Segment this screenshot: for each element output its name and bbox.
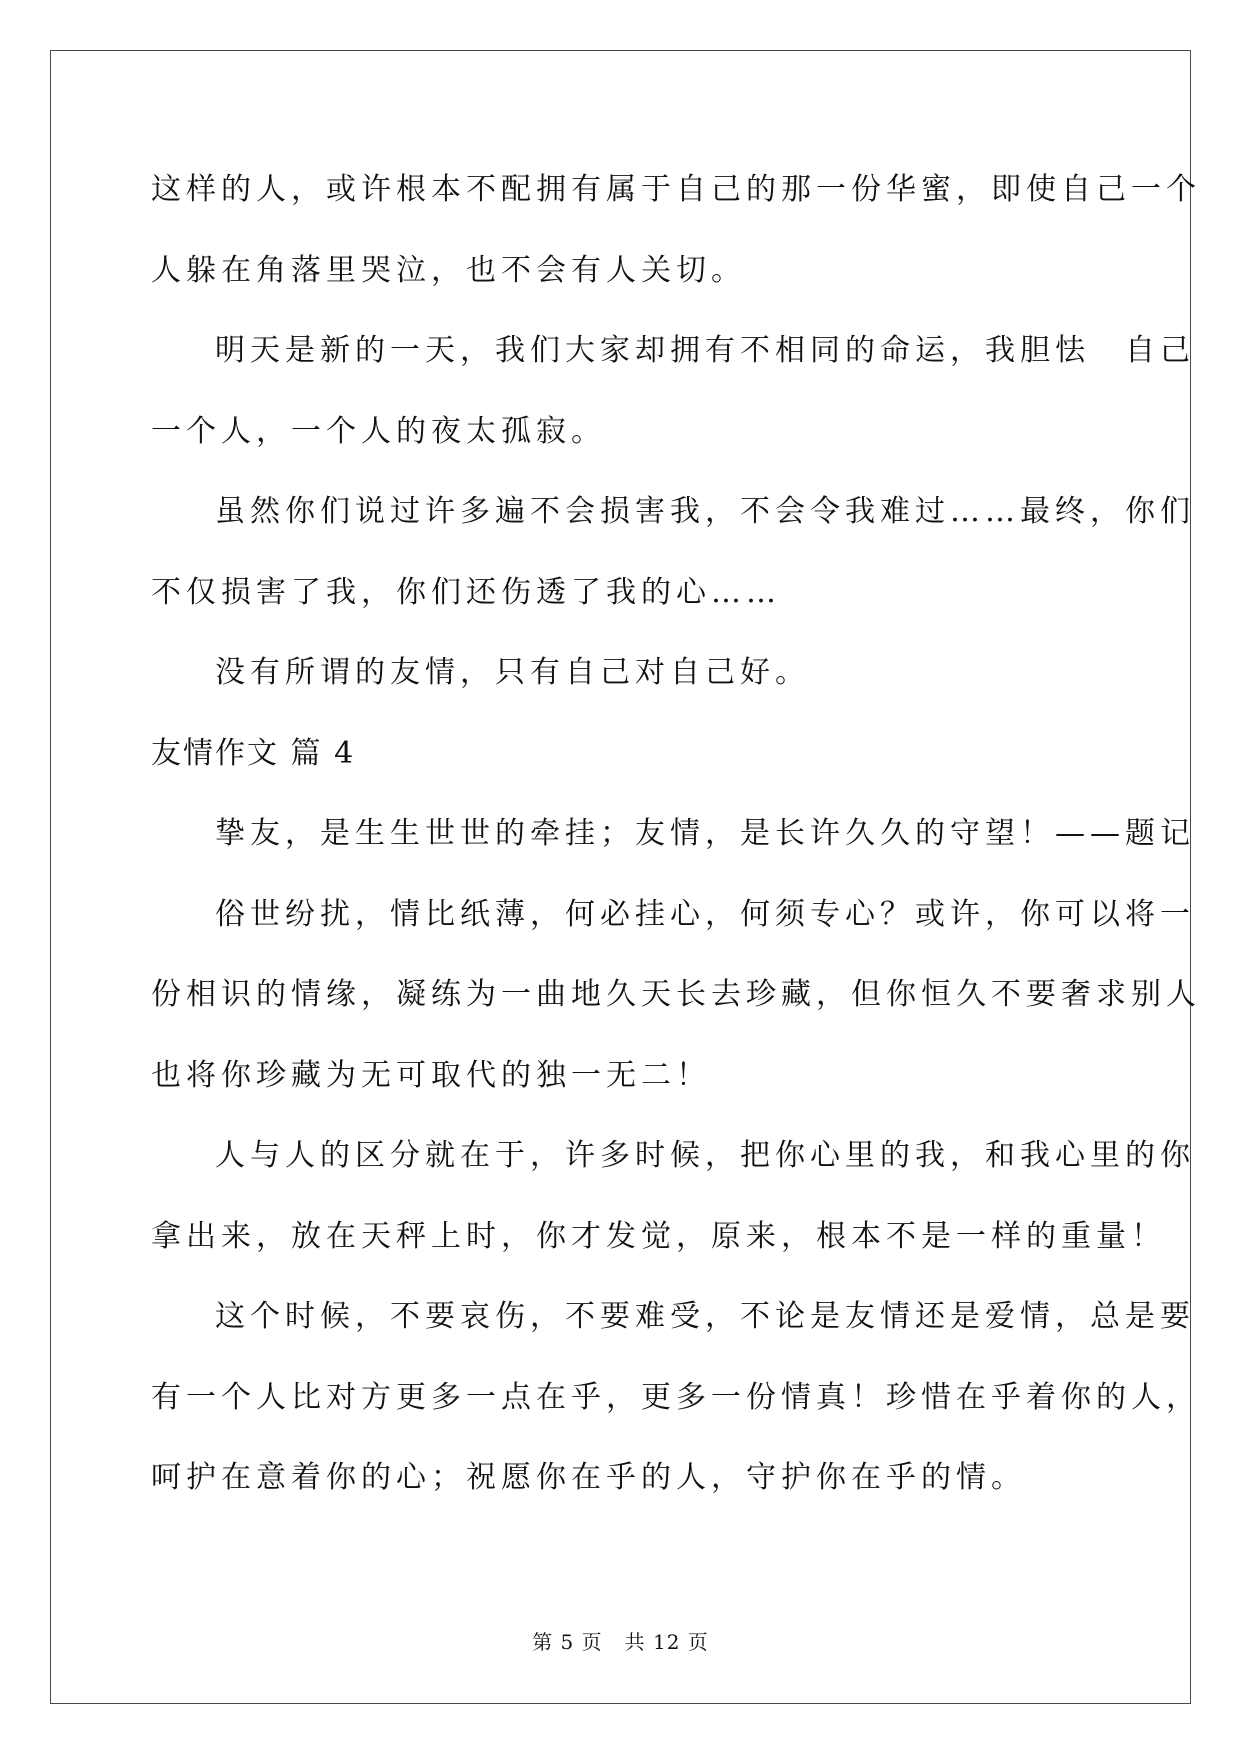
text-line: 也将你珍藏为无可取代的独一无二！ xyxy=(151,1057,711,1093)
page-footer xyxy=(0,1626,1241,1655)
text-line: 有一个人比对方更多一点在乎，更多一份情真！珍惜在乎着你的人， xyxy=(151,1379,1201,1415)
section-heading: 友情作文 篇 4 xyxy=(151,735,356,771)
text-line: 不仅损害了我，你们还伤透了我的心…… xyxy=(151,574,781,610)
page-total: 共 12 页 xyxy=(624,1630,709,1654)
paragraph-line: 挚友，是生生世世的牵挂；友情，是长许久久的守望！——题记 xyxy=(215,816,1195,851)
document-body xyxy=(151,160,1201,1529)
text-line: 这样的人，或许根本不配拥有属于自己的那一份华蜜，即使自己一个 xyxy=(151,172,1201,207)
paragraph-line: 人与人的区分就在于，许多时候，把你心里的我，和我心里的你 xyxy=(215,1138,1195,1173)
text-line: 人躲在角落里哭泣，也不会有人关切。 xyxy=(151,252,746,288)
text-line: 呵护在意着你的心；祝愿你在乎的人，守护你在乎的情。 xyxy=(151,1460,1026,1495)
paragraph-line: 明天是新的一天，我们大家却拥有不相同的命运，我胆怯 自己 xyxy=(215,333,1195,368)
page-number: 第 5 页 xyxy=(532,1630,603,1654)
paragraph-line: 俗世纷扰，情比纸薄，何必挂心，何须专心？或许，你可以将一 xyxy=(215,896,1195,932)
text-line: 拿出来，放在天秤上时，你才发觉，原来，根本不是一样的重量！ xyxy=(151,1218,1166,1254)
text-line: 份相识的情缘，凝练为一曲地久天长去珍藏，但你恒久不要奢求别人 xyxy=(151,977,1201,1012)
paragraph-line: 这个时候，不要哀伤，不要难受，不论是友情还是爱情，总是要 xyxy=(215,1299,1195,1334)
paragraph-line: 没有所谓的友情，只有自己对自己好。 xyxy=(215,655,810,690)
text-line: 一个人，一个人的夜太孤寂。 xyxy=(151,413,606,449)
paragraph-line: 虽然你们说过许多遍不会损害我，不会令我难过……最终，你们 xyxy=(215,494,1195,529)
